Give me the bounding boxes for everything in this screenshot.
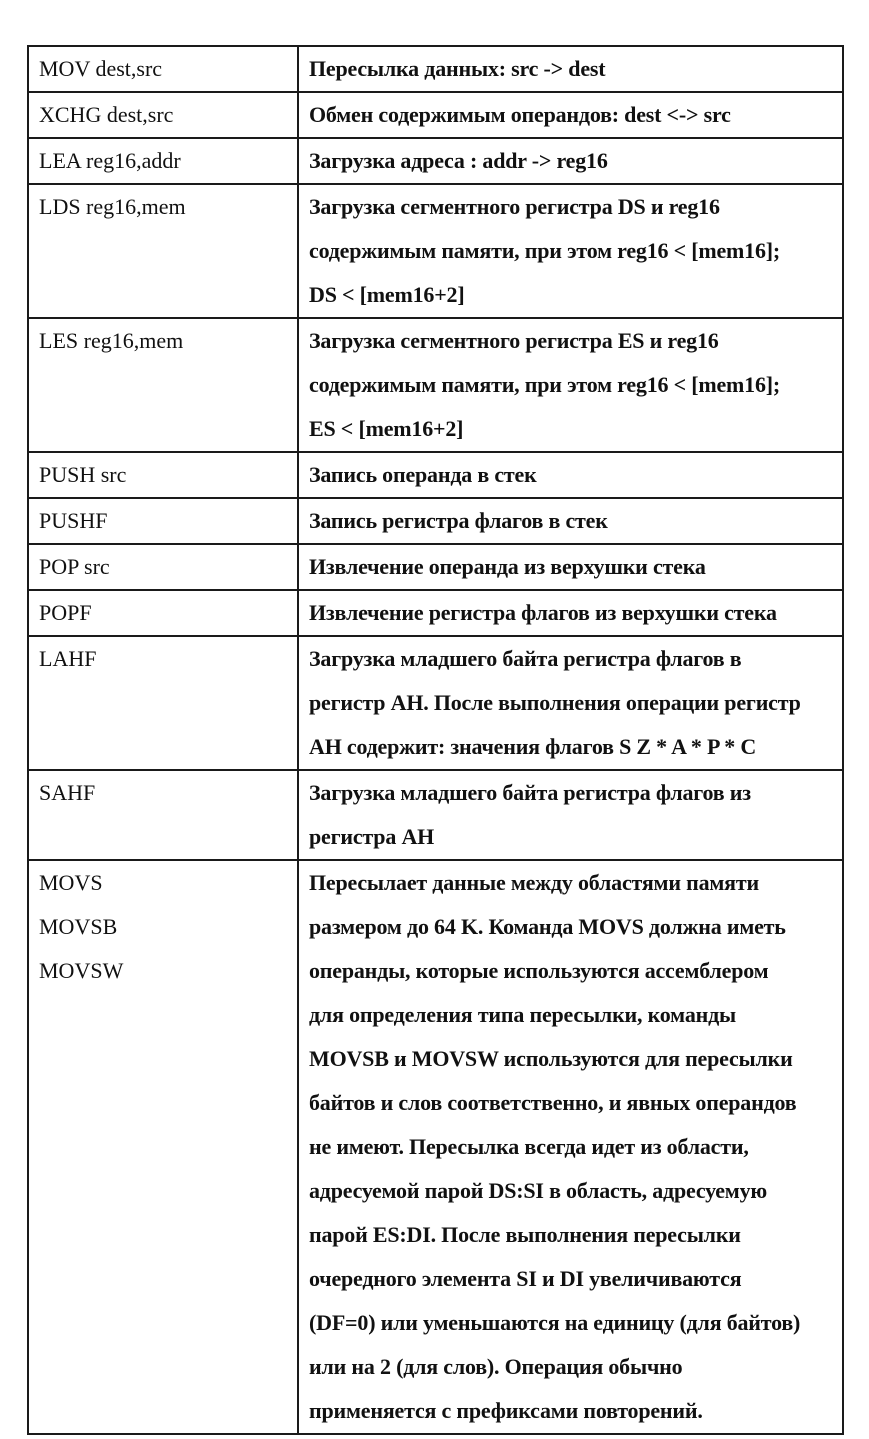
- description-line: регистр AH. После выполнения операции регистр: [309, 690, 801, 715]
- table-row: [28, 770, 843, 860]
- description-cell: [298, 92, 843, 138]
- description-line: Загрузка младшего байта регистра флагов из: [309, 780, 751, 805]
- table-row: [28, 92, 843, 138]
- command-name: POPF: [39, 600, 92, 625]
- table-row: [28, 590, 843, 636]
- description-line: содержимым памяти, при этом reg16 < [mem16];: [309, 238, 781, 263]
- description-cell: [298, 46, 843, 92]
- description-cell: [298, 184, 843, 318]
- table-row: [28, 544, 843, 590]
- table-row: [28, 860, 843, 1434]
- command-cell: [28, 46, 298, 92]
- table-row: [28, 636, 843, 770]
- description-cell: [298, 498, 843, 544]
- instruction-table-body: [28, 46, 843, 1434]
- instruction-table-page: [27, 45, 844, 1435]
- instruction-table: [27, 45, 844, 1435]
- description-cell: [298, 318, 843, 452]
- description-line: Обмен содержимым операндов: dest <-> src: [309, 102, 731, 127]
- description-cell: [298, 544, 843, 590]
- description-cell: [298, 770, 843, 860]
- command-cell: [28, 498, 298, 544]
- command-name: LEA reg16,addr: [39, 148, 181, 173]
- description-cell: [298, 590, 843, 636]
- command-cell: [28, 318, 298, 452]
- description-cell: [298, 138, 843, 184]
- description-line: парой ES:DI. После выполнения пересылки: [309, 1222, 741, 1247]
- description-line: Пересылка данных: src -> dest: [309, 56, 606, 81]
- description-line: AH содержит: значения флагов S Z * A * P * C: [309, 734, 757, 759]
- table-row: [28, 318, 843, 452]
- command-cell: [28, 770, 298, 860]
- table-row: [28, 184, 843, 318]
- description-line: адресуемой парой DS:SI в область, адресуемую: [309, 1178, 768, 1203]
- command-cell: [28, 544, 298, 590]
- description-line: регистра AH: [309, 824, 435, 849]
- description-line: MOVSB и MOVSW используются для пересылки: [309, 1046, 793, 1071]
- command-name: MOV dest,src: [39, 56, 163, 81]
- description-line: применяется с префиксами повторений.: [309, 1398, 703, 1423]
- table-row: [28, 138, 843, 184]
- description-line: Пересылает данные между областями памяти: [309, 870, 759, 895]
- description-line: Загрузка младшего байта регистра флагов в: [309, 646, 742, 671]
- command-cell: [28, 636, 298, 770]
- description-cell: [298, 636, 843, 770]
- command-name: XCHG dest,src: [39, 102, 174, 127]
- description-line: операнды, которые используются ассемблером: [309, 958, 769, 983]
- description-line: не имеют. Пересылка всегда идет из области,: [309, 1134, 749, 1159]
- command-cell: [28, 92, 298, 138]
- command-name: PUSHF: [39, 508, 108, 533]
- command-cell: [28, 860, 298, 1434]
- description-line: Запись операнда в стек: [309, 462, 537, 487]
- description-line: или на 2 (для слов). Операция обычно: [309, 1354, 683, 1379]
- command-name: MOVS: [39, 870, 103, 895]
- description-line: содержимым памяти, при этом reg16 < [mem16];: [309, 372, 781, 397]
- description-line: Извлечение регистра флагов из верхушки стека: [309, 600, 777, 625]
- description-line: Извлечение операнда из верхушки стека: [309, 554, 706, 579]
- description-line: для определения типа пересылки, команды: [309, 1002, 737, 1027]
- description-line: (DF=0) или уменьшаются на единицу (для байтов): [309, 1310, 801, 1335]
- description-cell: [298, 860, 843, 1434]
- command-name: LAHF: [39, 646, 97, 671]
- command-cell: [28, 590, 298, 636]
- description-line: ES < [mem16+2]: [309, 416, 464, 441]
- description-line: очередного элемента SI и DI увеличиваются: [309, 1266, 742, 1291]
- description-line: Загрузка сегментного регистра ES и reg16: [309, 328, 719, 353]
- command-name: MOVSB: [39, 914, 118, 939]
- description-line: размером до 64 K. Команда MOVS должна иметь: [309, 914, 786, 939]
- command-cell: [28, 184, 298, 318]
- command-name: LES reg16,mem: [39, 328, 184, 353]
- table-row: [28, 452, 843, 498]
- table-row: [28, 498, 843, 544]
- command-name: MOVSW: [39, 958, 124, 983]
- command-cell: [28, 452, 298, 498]
- description-line: байтов и слов соответственно, и явных операндов: [309, 1090, 797, 1115]
- description-line: Запись регистра флагов в стек: [309, 508, 608, 533]
- description-line: Загрузка адреса : addr -> reg16: [309, 148, 608, 173]
- command-name: POP src: [39, 554, 110, 579]
- command-name: LDS reg16,mem: [39, 194, 186, 219]
- table-row: [28, 46, 843, 92]
- description-cell: [298, 452, 843, 498]
- command-name: SAHF: [39, 780, 96, 805]
- description-line: Загрузка сегментного регистра DS и reg16: [309, 194, 720, 219]
- description-line: DS < [mem16+2]: [309, 282, 465, 307]
- command-name: PUSH src: [39, 462, 127, 487]
- command-cell: [28, 138, 298, 184]
